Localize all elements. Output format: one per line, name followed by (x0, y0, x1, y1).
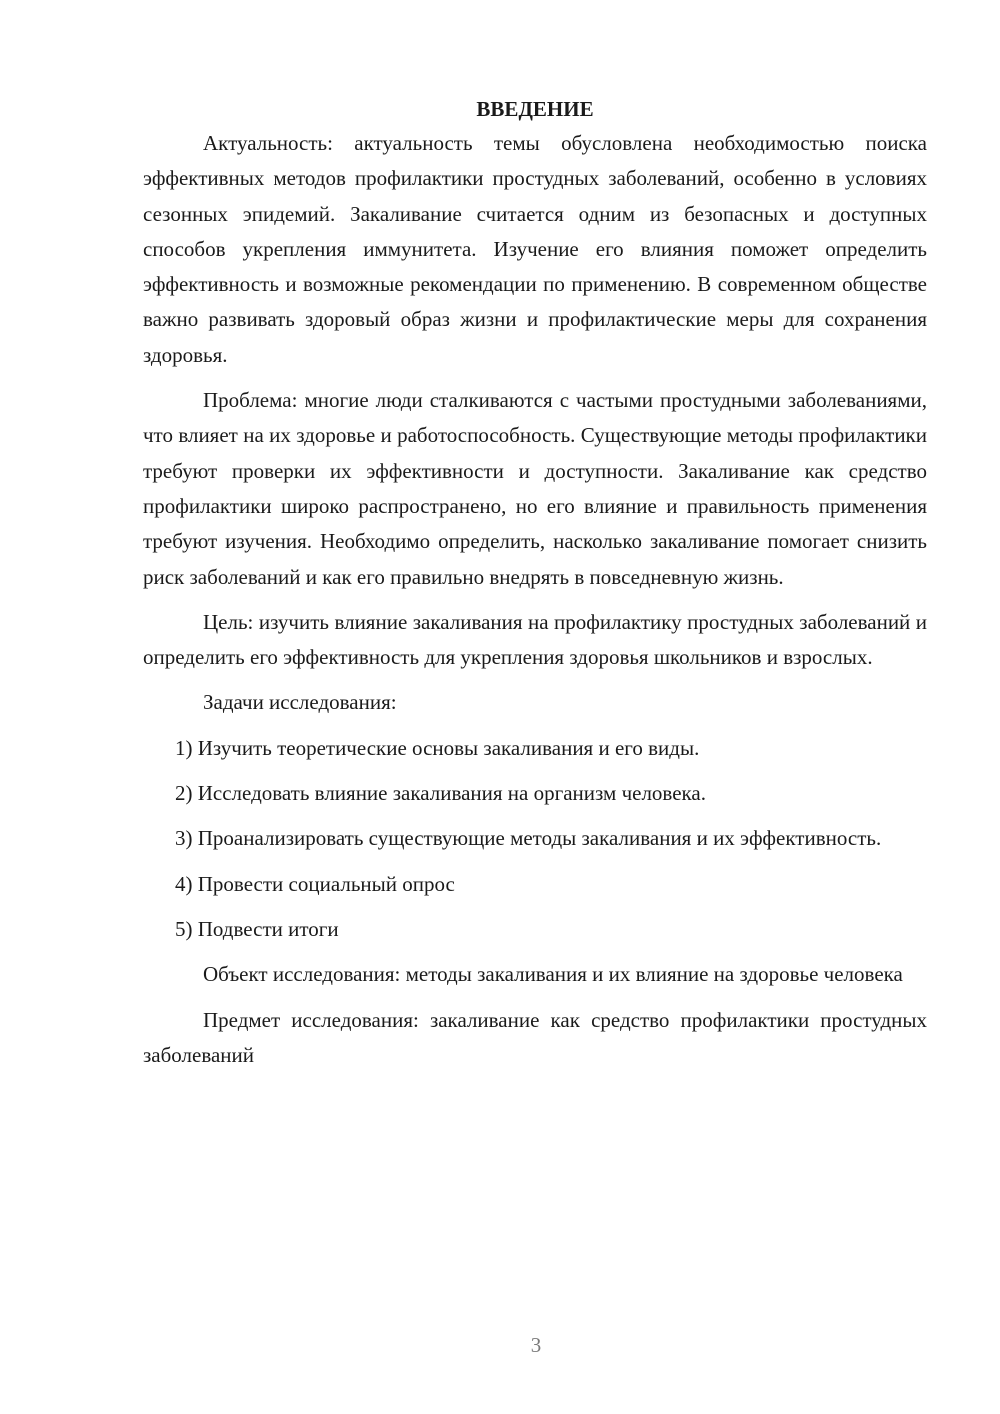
document-body (143, 92, 927, 1073)
tasks-heading: Задачи исследования: (203, 690, 397, 715)
task-item: 3) Проанализировать существующие методы закаливания и их эффективность. (175, 826, 882, 851)
object-paragraph: Объект исследования: методы закаливания и их влияние на здоровье человека (203, 962, 903, 987)
problem-paragraph: Проблема: многие люди сталкиваются с частыми простудными заболеваниями, что влияет на их здоровье и работоспособность. Существующие методы профилактики требуют проверки их эффективности и доступности. Закаливание как средство профилактики широко распространено, но его влияние и правильность применения требуют изучения. Необходимо определить, насколько закаливание помогает снизить риск заболеваний и как его правильно внедрять в повседневную жизнь. (143, 388, 927, 589)
task-item: 2) Исследовать влияние закаливания на организм человека. (175, 781, 706, 806)
page-title: ВВЕДЕНИЕ (476, 97, 594, 121)
task-item: 4) Провести социальный опрос (175, 871, 455, 896)
relevance-paragraph: Актуальность: актуальность темы обусловлена необходимостью поиска эффективных методов профилактики простудных заболеваний, особенно в условиях сезонных эпидемий. Закаливание считается одним из безопасных и доступных способов укрепления иммунитета. Изучение его влияния поможет определить эффективность и возможные рекомендации по применению. В современном обществе важно развивать здоровый образ жизни и профилактические меры для сохранения здоровья. (143, 131, 927, 367)
task-item: 1) Изучить теоретические основы закаливания и его виды. (175, 735, 700, 760)
goal-paragraph: Цель: изучить влияние закаливания на профилактику простудных заболеваний и определить его эффективность для укрепления здоровья школьников и взрослых. (143, 609, 927, 670)
task-item: 5) Подвести итоги (175, 916, 339, 941)
page-number: 3 (530, 1333, 542, 1357)
subject-paragraph: Предмет исследования: закаливание как средство профилактики простудных заболеваний (143, 1007, 927, 1067)
